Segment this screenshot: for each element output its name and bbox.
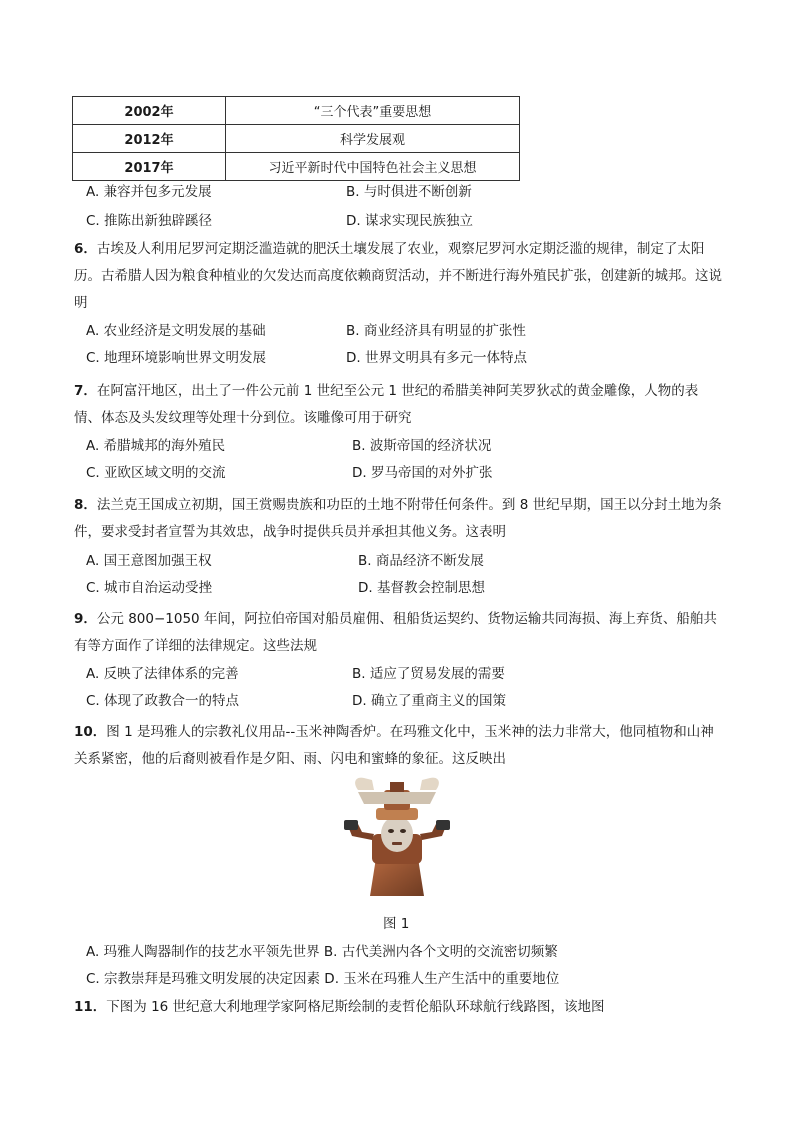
table-row [73,97,520,125]
q7-option-d: D. 罗马帝国的对外扩张 [352,465,493,481]
maize-god-censer-image [338,776,456,898]
q6-option-a: A. 农业经济是文明发展的基础 [86,323,266,339]
year-cell: 2002年 [73,97,226,125]
question-number: 6． [74,241,97,257]
q10-option-ab: A. 玛雅人陶器制作的技艺水平领先世界 B. 古代美洲内各个文明的交流密切频繁 [86,944,558,960]
q5-option-b: B. 与时俱进不断创新 [346,184,472,200]
year-cell: 2012年 [73,125,226,153]
item-cell: “三个代表”重要思想 [226,97,520,125]
question-number: 9． [74,611,97,627]
q8-option-a: A. 国王意图加强王权 [86,553,212,569]
year-cell: 2017年 [73,153,226,181]
q6-option-d: D. 世界文明具有多元一体特点 [346,350,527,366]
question-stem: 法兰克王国成立初期，国王赏赐贵族和功臣的土地不附带任何条件。到 8 世纪早期，国王以分封土地为条件，要求受封者宣誓为其效忠，战争时提供兵员并承担其他义务。这表明 [74,497,722,540]
question-stem: 下图为 16 世纪意大利地理学家阿格尼斯绘制的麦哲伦船队环球航行线路图，该地图 [106,999,605,1015]
q5-option-a: A. 兼容并包多元发展 [86,184,212,200]
q9-option-d: D. 确立了重商主义的国策 [352,693,506,709]
question-stem: 在阿富汗地区，出土了一件公元前 1 世纪至公元 1 世纪的希腊美神阿芙罗狄忒的黄金雕像，人物的表情、体态及头发纹理等处理十分到位。该雕像可用于研究 [74,383,699,426]
question-10 [74,719,724,773]
q5-option-d: D. 谋求实现民族独立 [346,213,473,229]
q7-option-c: C. 亚欧区域文明的交流 [86,465,226,481]
table-row [73,125,520,153]
q8-option-d: D. 基督教会控制思想 [358,580,485,596]
question-number: 7． [74,383,97,399]
question-8 [74,492,724,546]
figure-caption: 图 1 [383,916,410,932]
q8-option-c: C. 城市自治运动受挫 [86,580,213,596]
q9-option-a: A. 反映了法律体系的完善 [86,666,239,682]
q7-option-b: B. 波斯帝国的经济状况 [352,438,492,454]
ideology-table [72,96,520,181]
question-number: 8． [74,497,97,513]
q7-option-a: A. 希腊城邦的海外殖民 [86,438,226,454]
question-number: 10． [74,724,107,740]
question-stem: 古埃及人利用尼罗河定期泛滥造就的肥沃土壤发展了农业，观察尼罗河水定期泛滥的规律，制定了太阳历。古希腊人因为粮食种植业的欠发达而高度依赖商贸活动，并不断进行海外殖民扩张，创建新的城邦。这说明 [74,241,722,311]
question-11 [74,994,724,1021]
q6-option-b: B. 商业经济具有明显的扩张性 [346,323,526,339]
q9-option-c: C. 体现了政教合一的特点 [86,693,240,709]
item-cell: 科学发展观 [226,125,520,153]
q5-option-c: C. 推陈出新独辟蹊径 [86,213,213,229]
item-cell: 习近平新时代中国特色社会主义思想 [226,153,520,181]
question-number: 11． [74,999,107,1015]
question-9 [74,606,724,660]
question-stem: 公元 800−1050 年间，阿拉伯帝国对船员雇佣、租船货运契约、货物运输共同海损、海上弃货、船舶共有等方面作了详细的法律规定。这些法规 [74,611,717,654]
q6-option-c: C. 地理环境影响世界文明发展 [86,350,267,366]
q8-option-b: B. 商品经济不断发展 [358,553,484,569]
q10-option-cd: C. 宗教崇拜是玛雅文明发展的决定因素 D. 玉米在玛雅人生产生活中的重要地位 [86,971,560,987]
question-stem: 图 1 是玛雅人的宗教礼仪用品--玉米神陶香炉。在玛雅文化中，玉米神的法力非常大，他同植物和山神关系紧密，他的后裔则被看作是夕阳、雨、闪电和蜜蜂的象征。这反映出 [74,724,714,767]
question-7 [74,378,724,432]
table-row [73,153,520,181]
q9-option-b: B. 适应了贸易发展的需要 [352,666,505,682]
question-6 [74,236,724,317]
